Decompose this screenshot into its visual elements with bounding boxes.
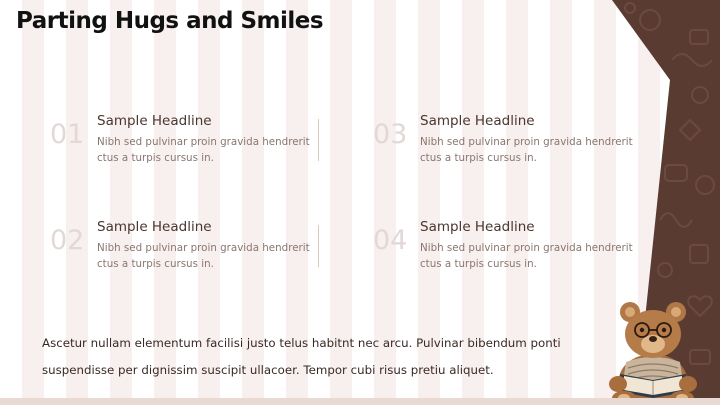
- item-number: 03: [373, 119, 408, 150]
- list-item-04: [373, 219, 633, 279]
- list-item-02: [50, 219, 310, 279]
- item-number: 04: [373, 225, 408, 256]
- item-headline: Sample Headline: [420, 113, 535, 129]
- list-item-01: [50, 113, 310, 173]
- item-body: Nibh sed pulvinar proin gravida hendrerit ctus a turpis cursus in.: [420, 136, 633, 164]
- item-body: Nibh sed pulvinar proin gravida hendrerit ctus a turpis cursus in.: [97, 242, 310, 270]
- bottom-band: [0, 398, 720, 405]
- divider: [318, 119, 319, 161]
- list-item-03: [373, 113, 633, 173]
- item-number: 02: [50, 225, 85, 256]
- item-headline: Sample Headline: [97, 113, 212, 129]
- item-headline: Sample Headline: [420, 219, 535, 235]
- item-body: Nibh sed pulvinar proin gravida hendrerit ctus a turpis cursus in.: [97, 136, 310, 164]
- item-number: 01: [50, 119, 85, 150]
- page-title: Parting Hugs and Smiles: [16, 8, 324, 34]
- item-headline: Sample Headline: [97, 219, 212, 235]
- item-body: Nibh sed pulvinar proin gravida hendrerit ctus a turpis cursus in.: [420, 242, 633, 270]
- teddy-bear-reading-icon: [598, 300, 720, 405]
- body-paragraph: Ascetur nullam elementum facilisi justo telus habitnt nec arcu. Pulvinar bibendum ponti suspendisse per dignissim suscipit ullacoer. Tempor cubi risus pretiu aliquet.: [42, 335, 561, 377]
- divider: [318, 225, 319, 267]
